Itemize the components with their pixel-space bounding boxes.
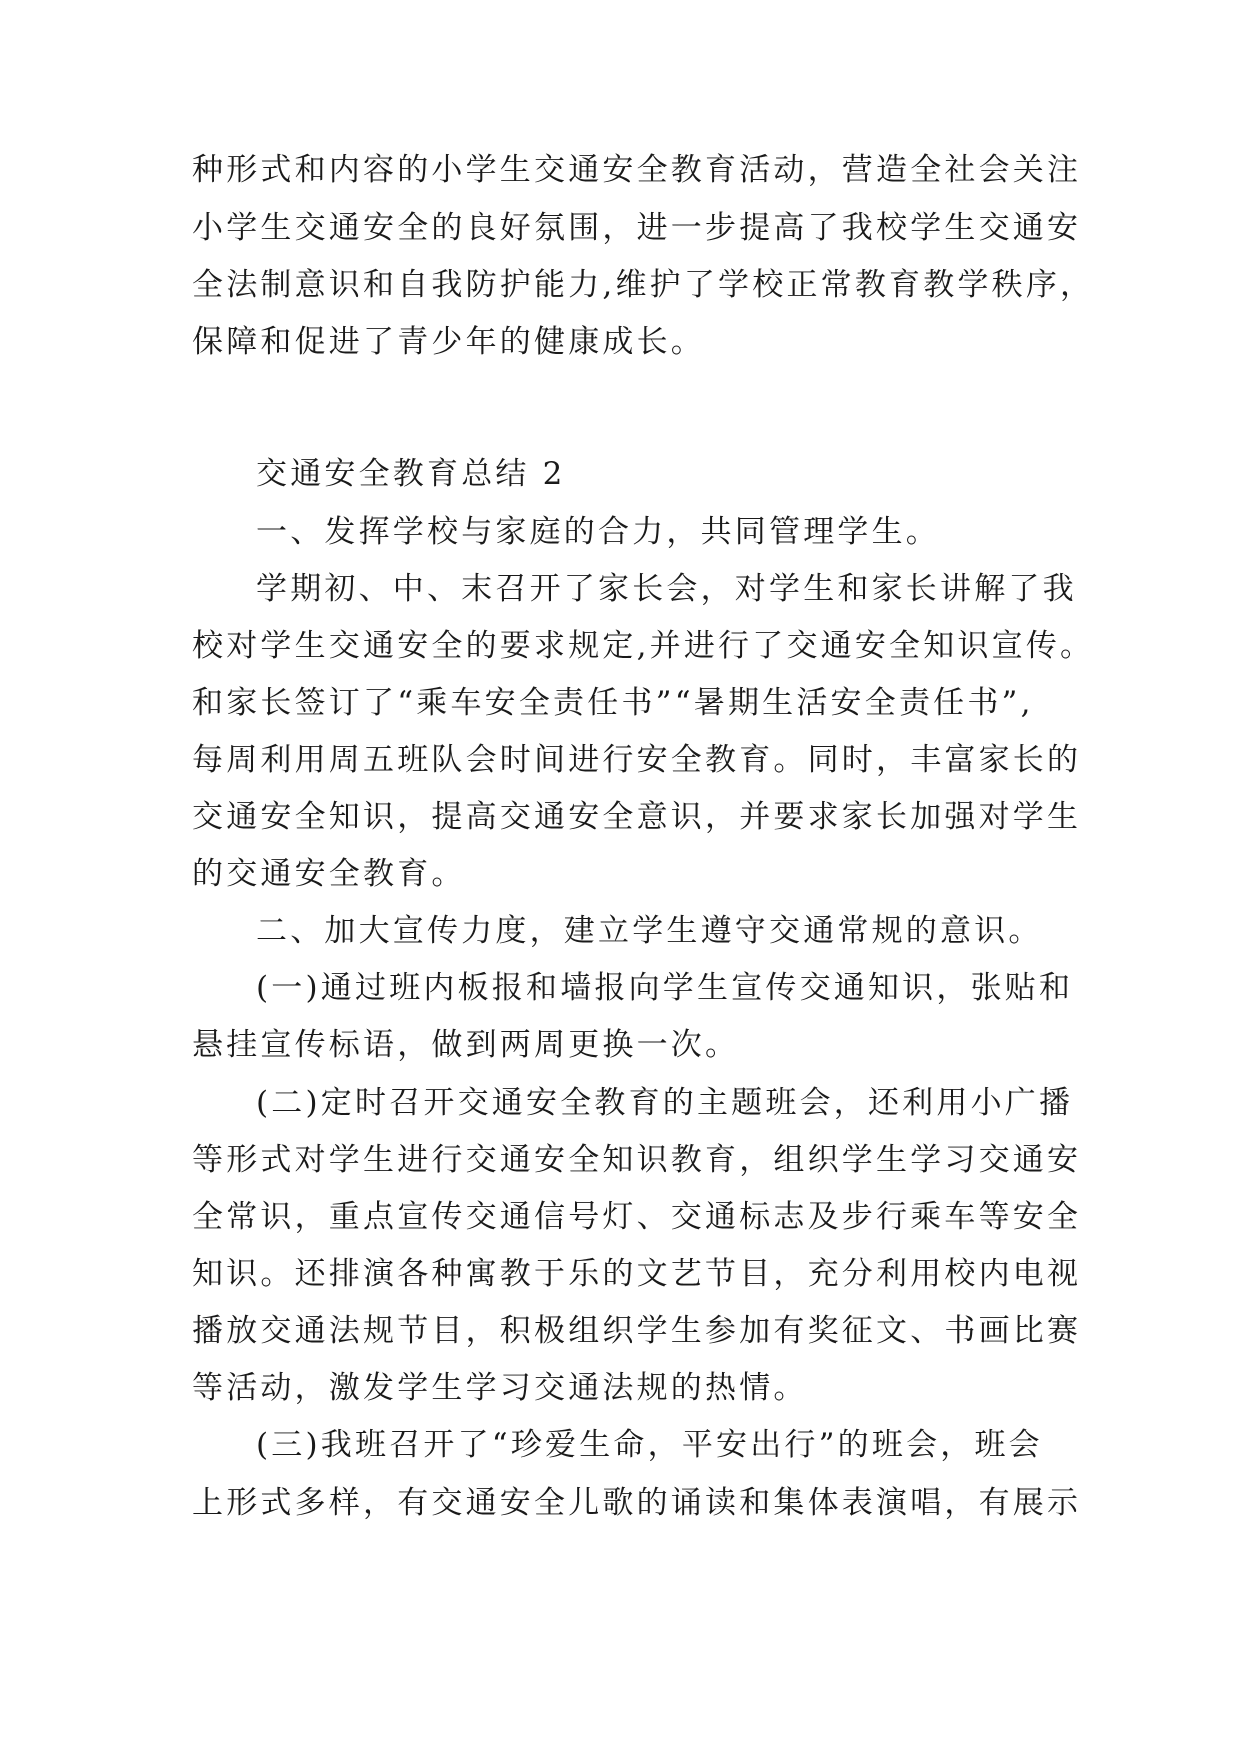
text-line: 种形式和内容的小学生交通安全教育活动，营造全社会关注 [192,152,1082,188]
text-line: 全常识，重点宣传交通信号灯、交通标志及步行乘车等安全 [192,1199,1082,1235]
text-line: 播放交通法规节目，积极组织学生参加有奖征文、书画比赛 [192,1313,1082,1349]
text-line: (三)我班召开了“珍爱生命，平安出行”的班会，班会 [256,1427,1043,1463]
text-line: 和家长签订了“乘车安全责任书”“暑期生活安全责任书”, [192,685,1034,721]
text-line: 等活动，激发学生学习交通法规的热情。 [192,1370,808,1406]
text-line: 知识。还排演各种寓教于乐的文艺节目，充分利用校内电视 [192,1256,1082,1292]
text-line: 悬挂宣传标语，做到两周更换一次。 [192,1027,740,1063]
text-line: 的交通安全教育。 [192,856,466,892]
text-line: 保障和促进了青少年的健康成长。 [192,324,705,360]
text-line: 上形式多样，有交通安全儿歌的诵读和集体表演唱，有展示 [192,1485,1082,1521]
text-line: 学期初、中、末召开了家长会，对学生和家长讲解了我 [256,571,1077,607]
text-line: (一)通过班内板报和墙报向学生宣传交通知识，张贴和 [256,970,1074,1006]
text-line: 小学生交通安全的良好氛围，进一步提高了我校学生交通安 [192,210,1082,246]
section-heading: 交通安全教育总结 2 [256,456,566,492]
text-line: 全法制意识和自我防护能力,维护了学校正常教育教学秩序， [192,267,1095,303]
subheading: 一、发挥学校与家庭的合力，共同管理学生。 [256,514,940,550]
text-line: (二)定时召开交通安全教育的主题班会，还利用小广播 [256,1085,1074,1121]
text-line: 每周利用周五班队会时间进行安全教育。同时，丰富家长的 [192,742,1082,778]
text-line: 等形式对学生进行交通安全知识教育，组织学生学习交通安 [192,1142,1082,1178]
subheading: 二、加大宣传力度，建立学生遵守交通常规的意识。 [256,913,1043,949]
text-line: 校对学生交通安全的要求规定,并进行了交通安全知识宣传。 [192,628,1095,664]
text-line: 交通安全知识，提高交通安全意识，并要求家长加强对学生 [192,799,1082,835]
